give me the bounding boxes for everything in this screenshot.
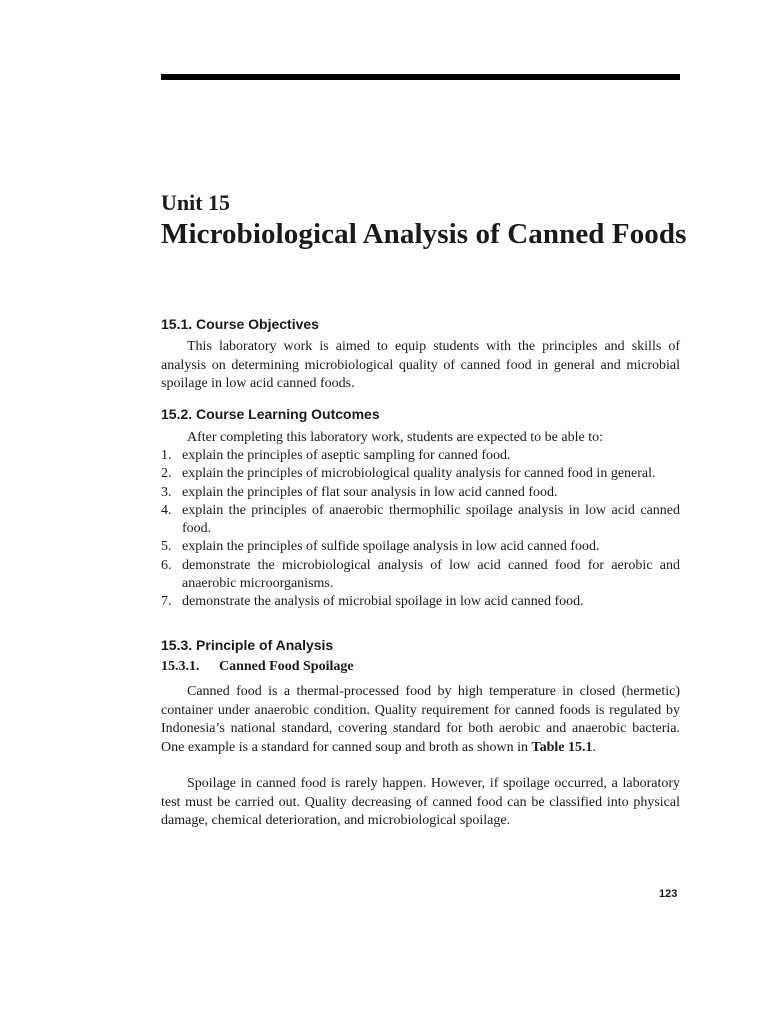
list-item-number: 6.: [161, 557, 172, 573]
list-item: [161, 447, 680, 465]
subsection-title: Canned Food Spoilage: [219, 659, 354, 674]
outcomes-intro: After completing this laboratory work, students are expected to be able to:: [187, 430, 603, 445]
principle-paragraph-2: Spoilage in canned food is rarely happen. However, if spoilage occurred, a laboratory test must be carried out. Quality decreasing of canned food can be classified into physical damage, chemical deterioration, and microbiological spoilage.: [161, 776, 680, 828]
list-item-text: demonstrate the analysis of microbial spoilage in low acid canned food.: [182, 594, 584, 610]
page-number: 123: [659, 888, 678, 900]
list-item: [161, 484, 680, 502]
paragraph-text: Canned food is a thermal-processed food by high temperature in closed (hermetic) container under anaerobic condition. Quality requirement for canned foods is regulated by Indonesia’s national standard, covering standard for both aerobic and anaerobic bacteria. One example is a standard for canned soup and broth as shown in: [161, 684, 680, 755]
list-item-number: 7.: [161, 594, 172, 610]
unit-label: Unit 15: [161, 190, 231, 215]
list-item-number: 4.: [161, 502, 172, 518]
paragraph-end: .: [592, 739, 596, 755]
subsection-number: 15.3.1.: [161, 659, 200, 674]
list-item: [161, 593, 680, 611]
header-rule: [161, 74, 680, 80]
list-item: [161, 502, 680, 539]
list-item-number: 1.: [161, 448, 172, 463]
outcomes-heading: 15.2. Course Learning Outcomes: [161, 406, 380, 422]
objectives-paragraph: This laboratory work is aimed to equip students with the principles and skills of analysis on determining microbiological quality of canned food in general and microbial spoilage in low acid canned foods.: [161, 339, 680, 391]
list-item-number: 3.: [161, 484, 172, 500]
list-item-text: explain the principles of microbiological quality analysis for canned food in general.: [182, 466, 656, 482]
list-item-text: explain the principles of anaerobic thermophilic spoilage analysis in low acid canned food.: [182, 502, 680, 537]
list-item: [161, 538, 680, 556]
principle-heading: 15.3. Principle of Analysis: [161, 637, 334, 653]
principle-paragraph-1: [161, 683, 680, 757]
page-title: Microbiological Analysis of Canned Foods: [161, 218, 687, 250]
table-reference: Table 15.1: [531, 739, 593, 755]
list-item-text: explain the principles of aseptic sampling for canned food.: [182, 448, 511, 463]
objectives-heading: 15.1. Course Objectives: [161, 316, 319, 332]
outcomes-list: [161, 447, 680, 612]
list-item-number: 5.: [161, 539, 172, 555]
list-item-text: explain the principles of sulfide spoilage analysis in low acid canned food.: [182, 539, 600, 555]
subsection-heading: [161, 659, 354, 675]
list-item-text: explain the principles of flat sour analysis in low acid canned food.: [182, 484, 558, 500]
list-item-number: 2.: [161, 466, 172, 482]
list-item-text: demonstrate the microbiological analysis of low acid canned food for aerobic and anaerobic microorganisms.: [182, 557, 680, 592]
list-item: [161, 465, 680, 483]
list-item: [161, 557, 680, 594]
